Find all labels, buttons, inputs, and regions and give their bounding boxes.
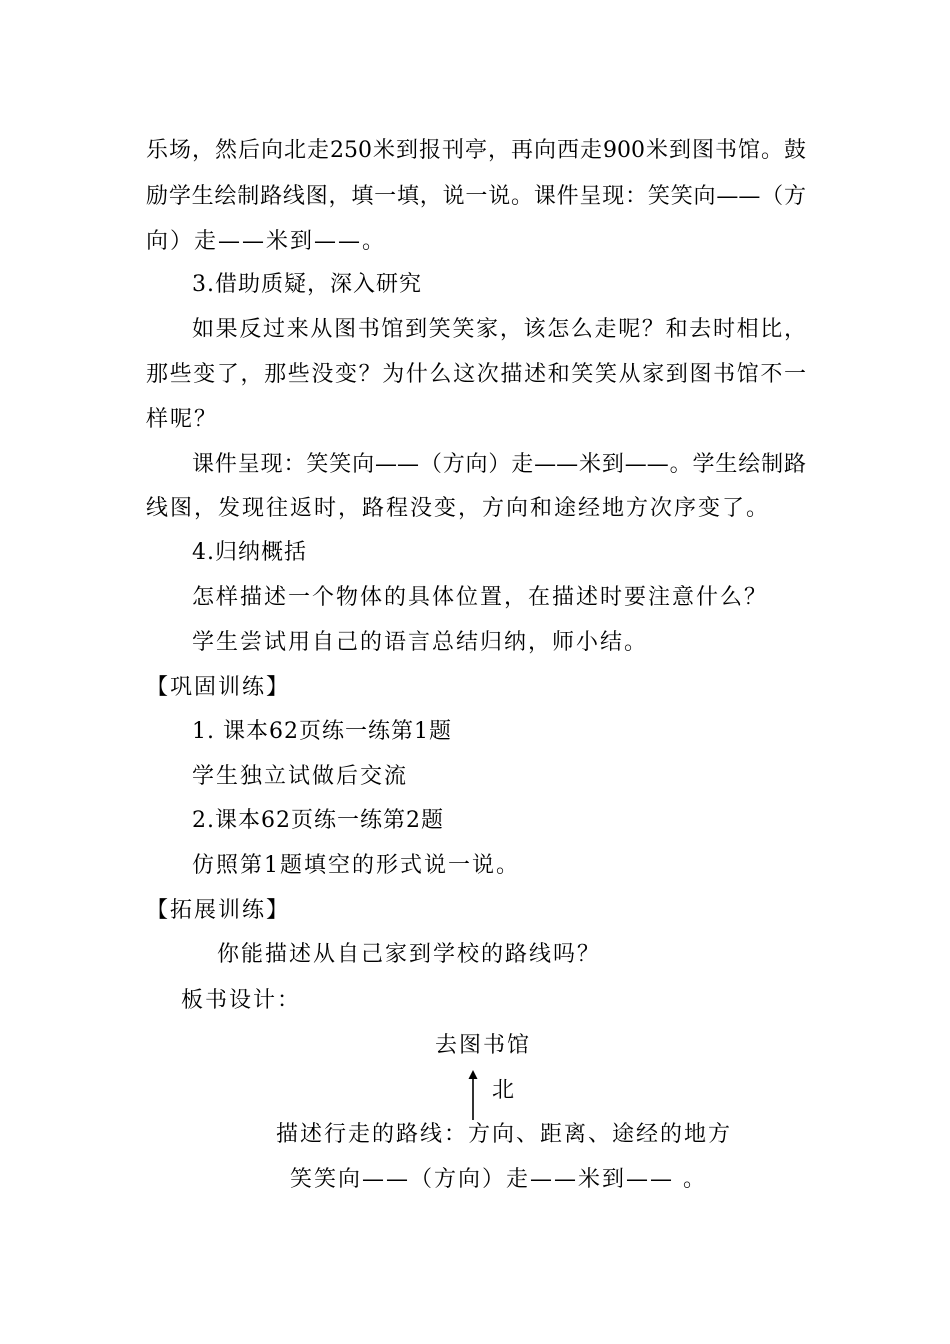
board-design-label: 板书设计： bbox=[181, 988, 302, 1013]
paragraph-line: 仿照第1题填空的形式说一说。 bbox=[192, 853, 520, 878]
exercise-item: 2.课本62页练一练第2题 bbox=[192, 808, 444, 833]
board-direction-label: 北 bbox=[492, 1078, 517, 1103]
paragraph-line: 如果反过来从图书馆到笑笑家，该怎么走呢？和去时相比， bbox=[192, 317, 806, 342]
board-template: 笑笑向——（方向）走——米到—— 。 bbox=[290, 1167, 707, 1192]
paragraph-line: 学生独立试做后交流 bbox=[192, 764, 409, 789]
exercise-item: 1. 课本62页练一练第1题 bbox=[192, 719, 452, 744]
north-arrow-icon bbox=[466, 1070, 480, 1120]
section-heading: 3.借助质疑，深入研究 bbox=[192, 272, 422, 297]
paragraph-line: 励学生绘制路线图，填一填，说一说。课件呈现：笑笑向——（方 bbox=[146, 184, 806, 209]
paragraph-line: 向）走——米到——。 bbox=[146, 229, 387, 254]
section-heading: 【巩固训练】 bbox=[146, 675, 291, 700]
paragraph-line: 线图，发现往返时，路程没变，方向和途经地方次序变了。 bbox=[146, 496, 771, 521]
paragraph-line: 课件呈现：笑笑向——（方向）走——米到——。学生绘制路 bbox=[192, 452, 806, 477]
board-destination: 去图书馆 bbox=[435, 1033, 532, 1058]
paragraph-line: 那些变了，那些没变？为什么这次描述和笑笑从家到图书馆不一 bbox=[146, 362, 806, 387]
paragraph-line: 样呢？ bbox=[146, 407, 219, 432]
paragraph-line: 学生尝试用自己的语言总结归纳，师小结。 bbox=[192, 630, 649, 655]
paragraph-line: 乐场，然后向北走250米到报刊亭，再向西走900米到图书馆。鼓 bbox=[146, 138, 806, 163]
paragraph-line: 你能描述从自己家到学校的路线吗？ bbox=[217, 942, 602, 967]
section-heading: 【拓展训练】 bbox=[146, 898, 291, 923]
paragraph-line: 怎样描述一个物体的具体位置，在描述时要注意什么？ bbox=[192, 585, 769, 610]
section-heading: 4.归纳概括 bbox=[192, 540, 307, 565]
board-description: 描述行走的路线：方向、距离、途经的地方 bbox=[276, 1122, 733, 1147]
